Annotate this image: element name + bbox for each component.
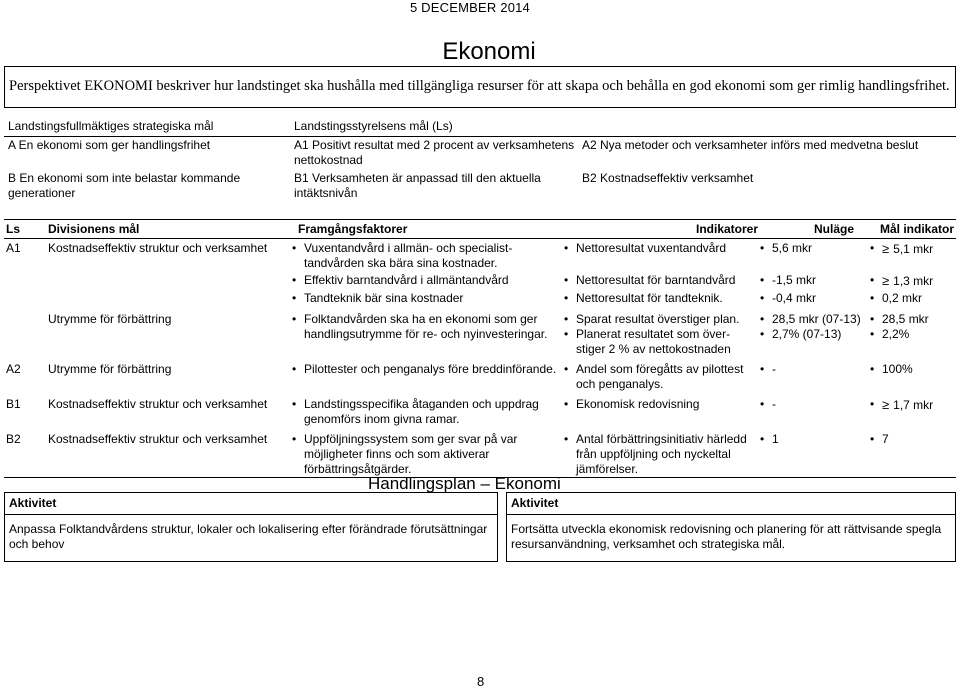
strategic-goal: B En ekonomi som inte belastar kommande generationer bbox=[8, 171, 241, 200]
activity-box-left bbox=[4, 492, 498, 562]
table-row: B1 Kostnadseffektiv struktur och verksamhet • Landstingsspecifika åtaganden och uppdrag genomförs inom givna ramar. • Ekonomisk redovisning • - • ≥ 1,7 mkr bbox=[4, 392, 956, 427]
ls-goal: A1 Positivt resultat med 2 procent av verksamhetens nettokostnad bbox=[294, 138, 575, 167]
intro-text: Perspektivet EKONOMI beskriver hur landstinget ska hushålla med tillgängliga resurser för att skapa och behålla en god ekonomi som ger rimlig handlingsfrihet. bbox=[9, 78, 950, 94]
strategic-goal: A En ekonomi som ger handlingsfrihet bbox=[8, 138, 211, 152]
geq-icon: ≥ bbox=[882, 397, 890, 412]
page-title: Ekonomi bbox=[442, 38, 536, 65]
ls-goal: A2 Nya metoder och verksamheter införs med medvetna beslut bbox=[582, 138, 919, 152]
geq-icon: ≥ bbox=[882, 241, 890, 256]
col-framgangsfaktorer: Framgångsfaktorer bbox=[290, 220, 562, 239]
table-row: B2 Kostnadseffektiv struktur och verksamhet • Uppföljningssystem som ger svar på var möjligheter finns och som aktiverar förbättringsåtgärder. • Antal förbättringsinitiativ härledd från uppföljning och nyckeltal jämförelser. • 1 • 7 bbox=[4, 427, 956, 478]
document-date: 5 DECEMBER 2014 bbox=[409, 0, 530, 15]
page-number: 8 bbox=[477, 674, 485, 688]
intro-box bbox=[4, 66, 956, 108]
table-row: • Tandteknik bär sina kostnader • Nettoresultat för tandteknik. • -0,4 mkr • 0,2 mkr bbox=[4, 289, 956, 306]
table-row: A1 Kostnadseffektiv struktur och verksamhet • Vuxentandvård i allmän- och specialist-tandvården ska bära sina kostnader. • Nettoresultat vuxentandvård • 5,6 mkr • ≥ 5,1 mkr bbox=[4, 239, 956, 272]
strategy-row bbox=[4, 137, 956, 171]
activity-box-right bbox=[506, 492, 956, 562]
col-mal-indikator: Mål indikator bbox=[868, 220, 956, 239]
geq-icon: ≥ bbox=[882, 273, 890, 288]
activity-text: Anpassa Folktandvårdens struktur, lokaler och lokalisering efter förändrade förutsättningar och behov bbox=[9, 522, 488, 551]
goals-table bbox=[4, 219, 956, 478]
plan-title: Handlingsplan – Ekonomi bbox=[368, 474, 561, 493]
activity-text: Fortsätta utveckla ekonomisk redovisning och planering för att rättvisande spegla resursanvändning, verksamhet och strategiska mål. bbox=[511, 522, 942, 551]
col-divisionens-mal: Divisionens mål bbox=[46, 220, 290, 239]
col-nulage: Nuläge bbox=[758, 220, 868, 239]
strategy-header-fullmaktige: Landstingsfullmäktiges strategiska mål bbox=[4, 118, 290, 137]
col-ls: Ls bbox=[4, 220, 46, 239]
activity-header: Aktivitet bbox=[5, 493, 497, 515]
strategy-table bbox=[4, 118, 956, 203]
table-row: A2 Utrymme för förbättring • Pilottester och penganalys före breddinförande. • Andel som föregåtts av pilottest och penganalys. • - • 100% bbox=[4, 357, 956, 392]
strategy-row bbox=[4, 170, 956, 203]
ls-goal: B1 Verksamheten är anpassad till den aktuella intäktsnivån bbox=[294, 171, 541, 200]
ls-goal: B2 Kostnadseffektiv verksamhet bbox=[582, 171, 754, 185]
table-row: Utrymme för förbättring • Folktandvården ska ha en ekonomi som ger handlingsutrymme för re- och nyinvesteringar. • Sparat resultat överstiger plan. • Planerat resultatet som över-stiger 2 % av nettokostnaden • 28,5 mkr (07-13) • 2,7% (07-13) • 28,5 mkr • 2,2% bbox=[4, 306, 956, 357]
table-row: • Effektiv barntandvård i allmäntandvård • Nettoresultat för barntandvård • -1,5 mkr • ≥ 1,3 mkr bbox=[4, 271, 956, 289]
activity-header: Aktivitet bbox=[507, 493, 955, 515]
col-indikatorer: Indikatorer bbox=[562, 220, 758, 239]
strategy-header-styrelse: Landstingsstyrelsens mål (Ls) bbox=[290, 118, 578, 137]
